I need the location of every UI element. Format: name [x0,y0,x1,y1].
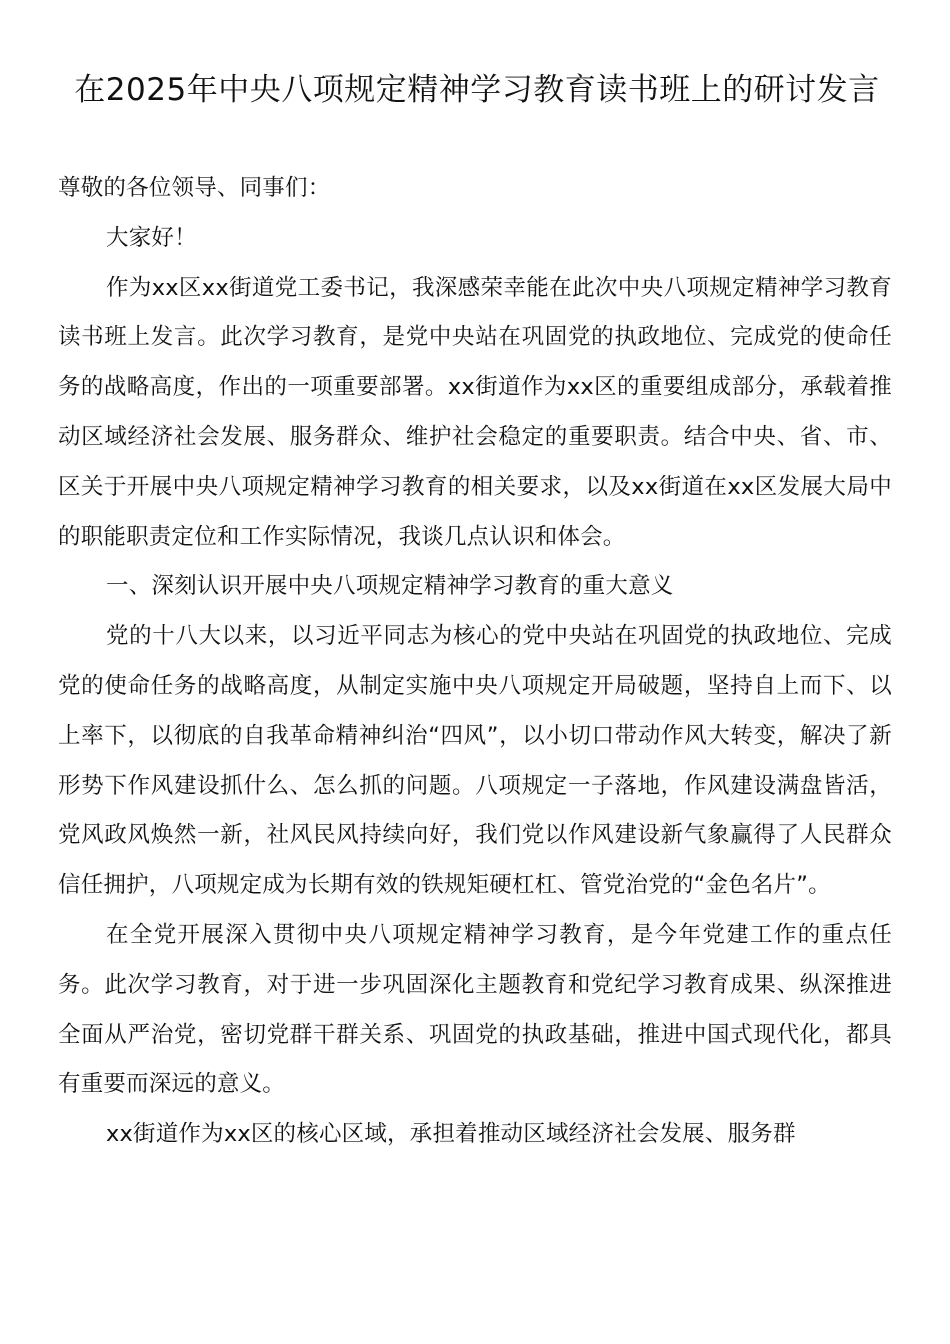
body-paragraph: 在全党开展深入贯彻中央八项规定精神学习教育，是今年党建工作的重点任务。此次学习教育，对于进一步巩固深化主题教育和党纪学习教育成果、纵深推进全面从严治党，密切党群干群关系、巩固党的执政基础，推进中国式现代化，都具有重要而深远的意义。 [58,921,892,1098]
body-paragraph-continued: xx街道作为xx区的核心区域，承担着推动区域经济社会发展、服务群 [106,1121,796,1148]
body-paragraph: 党的十八大以来，以习近平同志为核心的党中央站在巩固党的执政地位、完成党的使命任务的战略高度，从制定实施中央八项规定开局破题，坚持自上而下、以上率下，以彻底的自我革命精神纠治“四风”，以小切口带动作风大转变，解决了新形势下作风建设抓什么、怎么抓的问题。八项规定一子落地，作风建设满盘皆活，党风政风焕然一新，社风民风持续向好，我们党以作风建设新气象赢得了人民群众信任拥护，八项规定成为长期有效的铁规矩硬杠杠、管党治党的“金色名片”。 [58,623,892,899]
document-body [58,164,892,1160]
intro-paragraph: 作为xx区xx街道党工委书记，我深感荣幸能在此次中央八项规定精神学习教育读书班上发言。此次学习教育，是党中央站在巩固党的执政地位、完成党的使命任务的战略高度，作出的一项重要部署。xx街道作为xx区的重要组成部分，承载着推动区域经济社会发展、服务群众、维护社会稳定的重要职责。结合中央、省、市、区关于开展中央八项规定精神学习教育的相关要求，以及xx街道在xx区发展大局中的职能职责定位和工作实际情况，我谈几点认识和体会。 [58,274,892,550]
salutation: 尊敬的各位领导、同事们： [58,175,331,201]
document-title: 在2025年中央八项规定精神学习教育读书班上的研讨发言 [74,72,880,108]
section-heading: 一、深刻认识开展中央八项规定精神学习教育的重大意义 [106,573,674,600]
greeting: 大家好！ [106,224,197,251]
